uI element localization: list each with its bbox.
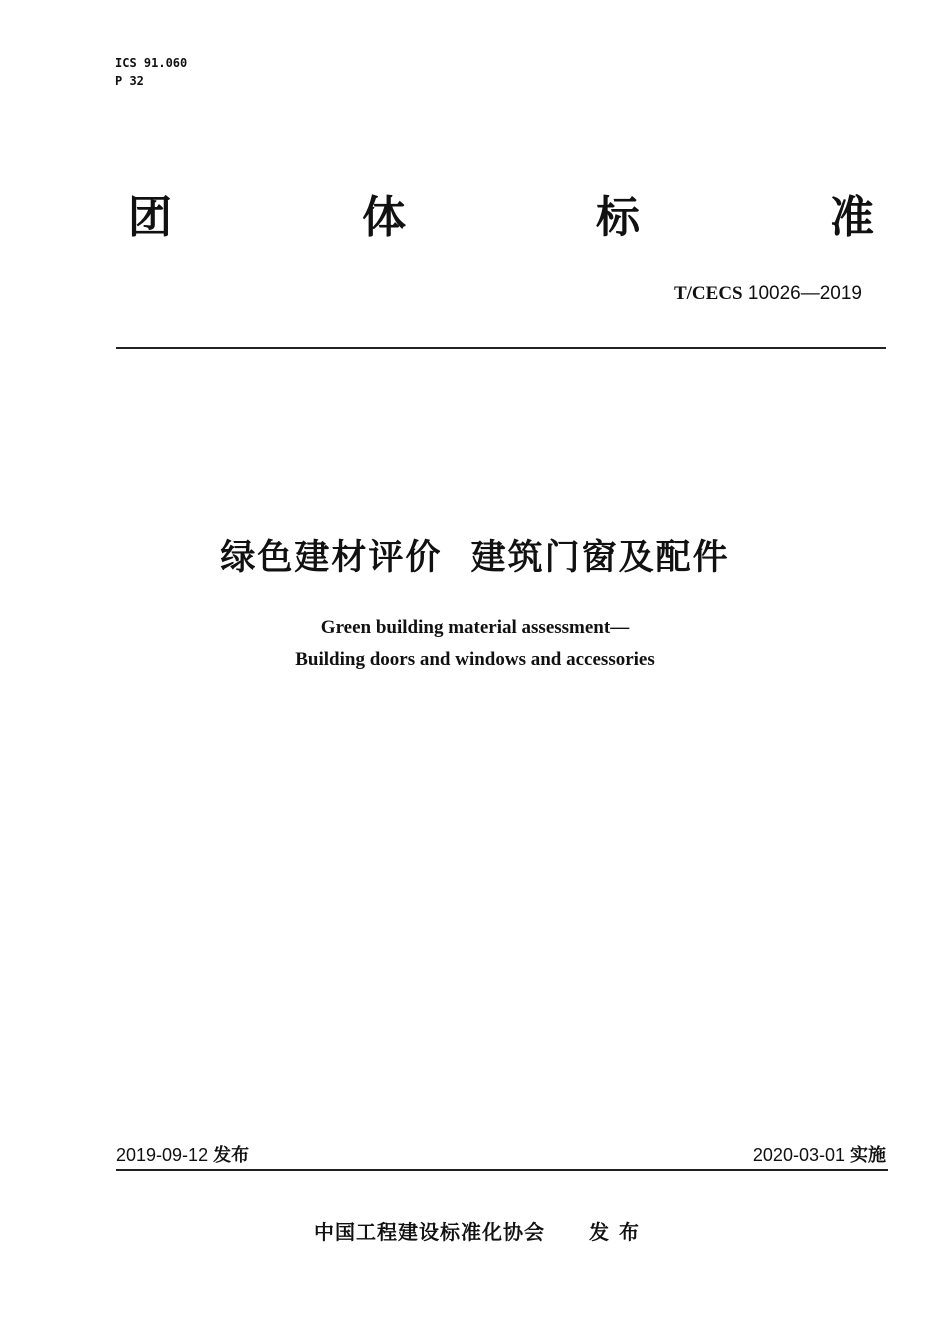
english-title-line-2: Building doors and windows and accessories — [295, 649, 655, 670]
issue-date — [116, 1141, 249, 1167]
publisher-line — [314, 1216, 649, 1245]
issue-label: 发布 — [213, 1145, 250, 1166]
publish-label: 发布 — [589, 1220, 649, 1244]
ics-code: ICS 91.060 — [115, 56, 188, 70]
chinese-title: 绿色建材评价 建筑门窗及配件 — [220, 538, 730, 578]
implementation-date-value: 2020-03-01 — [752, 1145, 845, 1165]
standard-number — [674, 283, 862, 305]
standard-code: 10026—2019 — [747, 283, 862, 304]
standard-prefix: T/CECS — [673, 283, 743, 304]
standard-category — [128, 190, 874, 246]
category-char-2: 体 — [362, 192, 406, 243]
category-char-1: 团 — [128, 192, 172, 243]
category-char-4: 准 — [830, 192, 874, 243]
implementation-date — [753, 1141, 886, 1167]
implementation-label: 实施 — [850, 1145, 886, 1166]
english-title — [0, 612, 950, 676]
category-char-3: 标 — [596, 192, 640, 243]
english-title-line-1: Green building material assessment— — [320, 617, 630, 638]
issue-date-value: 2019-09-12 — [116, 1145, 209, 1165]
ccs-code: P 32 — [115, 74, 144, 88]
classification-codes — [115, 54, 187, 90]
publisher-name: 中国工程建设标准化协会 — [314, 1220, 545, 1244]
bottom-divider — [116, 1169, 888, 1171]
top-divider — [116, 347, 886, 349]
